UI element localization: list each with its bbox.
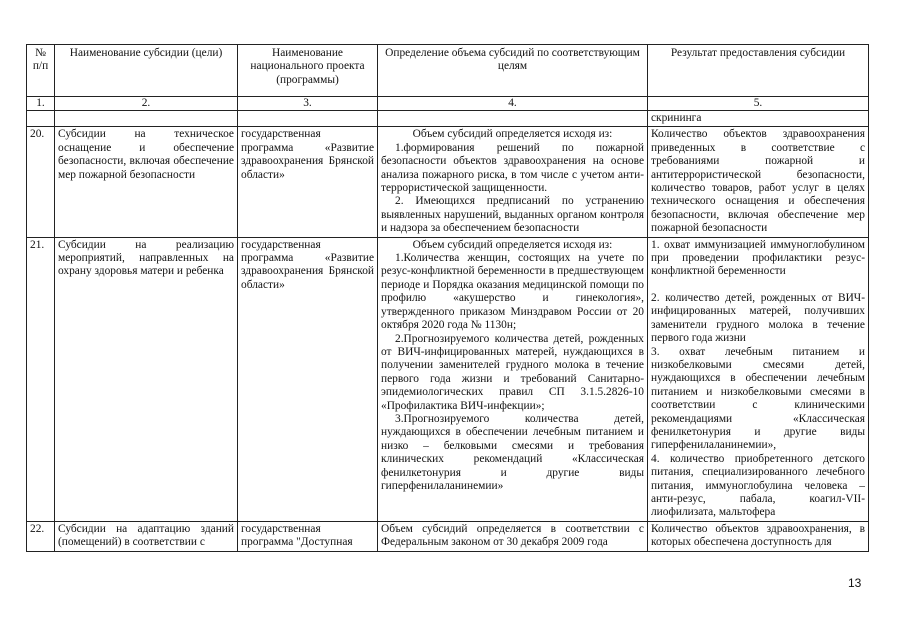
result-item: Количество объектов здравоохранения, в которых обеспечена доступность для (651, 522, 865, 549)
column-number: 1. (27, 97, 55, 111)
header-num: № п/п (27, 45, 55, 97)
header-program: Наименование национального проекта (программы) (238, 45, 378, 97)
program-name: государственная программа "Доступная (238, 521, 378, 551)
table-row (27, 521, 869, 551)
subsidy-name: Субсидии на техническое оснащение и обеспечение безопасности, включая обеспечение мер пожарной безопасности (55, 127, 238, 237)
header-definition: Определение объема субсидий по соответствующим целям (378, 45, 648, 97)
table-row (27, 237, 869, 521)
program-name: государственная программа «Развитие здравоохранения Брянской области» (238, 127, 378, 237)
column-number-row (27, 97, 869, 111)
continuation-text: скрининга (648, 111, 869, 127)
subsidy-name: Субсидии на адаптацию зданий (помещений) в соответствии с (55, 521, 238, 551)
definition-cell (378, 127, 648, 237)
definition-item: 1.формирования решений по пожарной безопасности объектов здравоохранения на основе анализа пожарного риска, в том числе с учетом анти-террористической защищенности. (381, 141, 644, 195)
row-number: 22. (27, 521, 55, 551)
subsidy-table (26, 44, 869, 552)
row-number: 21. (27, 237, 55, 521)
definition-cell (378, 521, 648, 551)
result-cell (648, 127, 869, 237)
definition-item: 3.Прогнозируемого количества детей, нуждающихся в обеспечении лечебным питанием и низко – белковыми смесями и требования клинических рекомендаций «Классическая фенилкетонурия и другие виды гиперфенилаланинемии» (381, 412, 644, 492)
definition-intro: Объем субсидий определяется исходя из: (412, 238, 613, 251)
definition-intro: Объем субсидий определяется исходя из: (412, 128, 613, 141)
header-row (27, 45, 869, 97)
result-cell (648, 237, 869, 521)
result-item: 1. охват иммунизацией иммуноглобулином при проведении профилактики резус-конфликтной беременности (651, 238, 865, 278)
program-name: государственная программа «Развитие здравоохранения Брянской области» (238, 237, 378, 521)
result-item: Количество объектов здравоохранения приведенных в соответствие с требованиями пожарной и антитеррористической безопасности, количество товаров, работ услуг в целях технического оснащения и обеспечения безопасности, включая обеспечение мер пожарной безопасности (651, 128, 865, 235)
subsidy-name: Субсидии на реализацию мероприятий, направленных на охрану здоровья матери и ребенка (55, 237, 238, 521)
definition-intro: Объем субсидий определяется в соответствии с Федеральным законом от 30 декабря 2009 года (381, 522, 644, 549)
header-name: Наименование субсидии (цели) (55, 45, 238, 97)
column-number: 4. (378, 97, 648, 111)
column-number: 2. (55, 97, 238, 111)
page-number: 13 (848, 576, 862, 590)
continuation-row (27, 111, 869, 127)
definition-item: 2. Имеющихся предписаний по устранению выявленных нарушений, выданных органом контроля и надзора за обеспечением безопасности (381, 195, 644, 235)
column-number: 5. (648, 97, 869, 111)
result-item: 2. количество детей, рожденных от ВИЧ-инфицированных матерей, получивших заменители грудного молока в течение первого года жизни (651, 291, 865, 345)
definition-item: 1.Количества женщин, состоящих на учете по резус-конфликтной беременности в предшествующем периоде и Порядка оказания медицинской помощи по профилю «акушерство и гинекология», утвержденного приказом Минздравом России от 20 октября 2020 года № 1130н; (381, 252, 644, 332)
column-number: 3. (238, 97, 378, 111)
definition-item: 2.Прогнозируемого количества детей, рожденных от ВИЧ-инфицированных матерей, нуждающихся в получении заменителей грудного молока в течение первого года жизни и требований Санитарно-эпидемиологических правил СП 3.1.5.2826-10 «Профилактика ВИЧ-инфекции»; (381, 332, 644, 412)
table-row (27, 127, 869, 237)
row-number: 20. (27, 127, 55, 237)
definition-cell (378, 237, 648, 521)
result-cell (648, 521, 869, 551)
result-item: 3. охват лечебным питанием и низкобелковыми смесями детей, нуждающихся в обеспечении лечебным питанием и низкобелковыми смесями в соответствии с клиническими рекомендациями «Классическая фенилкетонурия и другие виды гиперфенилаланинемии», (651, 345, 865, 452)
header-result: Результат предоставления субсидии (648, 45, 869, 97)
result-item: 4. количество приобретенного детского питания, специализированного лечебного питания, иммуноглобулина человека – анти-резус, пабала, коагил-VII-лиофилизата, мальтофера (651, 452, 865, 519)
